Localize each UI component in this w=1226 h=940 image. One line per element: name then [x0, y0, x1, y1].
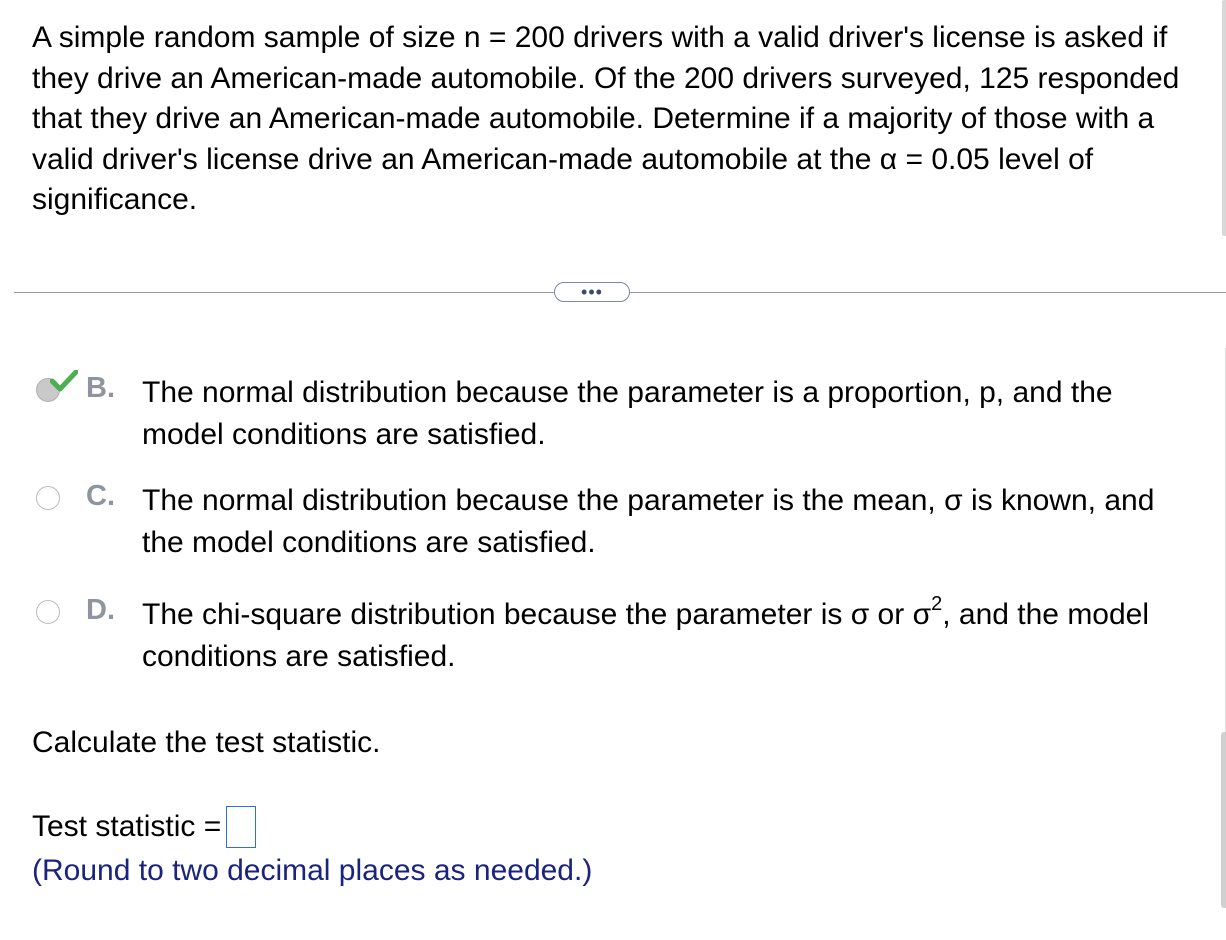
option-letter: B. — [86, 372, 115, 404]
option-text-rest: , and the model conditions are satisfied. — [142, 598, 1150, 673]
rounding-hint: (Round to two decimal places as needed.) — [32, 854, 593, 887]
radio-button-d[interactable] — [36, 600, 60, 624]
question-text: A simple random sample of size n = 200 drivers with a valid driver's license is asked if they drive an American-made automobile. Of the 200 drivers surveyed, 125 responded that they drive an American-made automobile. Determine if a majority of those with a valid driver's license drive an American-made automobile at the α = 0.05 level of significance. — [32, 21, 1180, 216]
option-letter: C. — [86, 480, 115, 512]
checkmark-icon — [50, 370, 78, 392]
more-dots-icon: ••• — [581, 282, 603, 302]
option-letter: D. — [86, 594, 115, 626]
scrollbar-top[interactable] — [1222, 0, 1226, 236]
option-text: The normal distribution because the parameter is a proportion, p, and the model conditions are satisfied. — [142, 376, 1113, 451]
expand-more-button[interactable] — [554, 282, 630, 302]
superscript: 2 — [931, 593, 943, 615]
test-statistic-input[interactable] — [226, 806, 256, 848]
answer-row — [32, 806, 256, 848]
radio-button-c[interactable] — [36, 486, 60, 510]
option-text-main: The chi-square distribution because the parameter is σ or σ — [142, 598, 932, 631]
calculation-prompt: Calculate the test statistic. — [32, 726, 381, 759]
option-text: The normal distribution because the parameter is the mean, σ is known, and the model conditions are satisfied. — [142, 484, 1155, 559]
option-text — [142, 594, 1192, 678]
answer-label: Test statistic = — [32, 810, 222, 843]
question-panel — [32, 18, 1202, 221]
scrollbar-thumb[interactable] — [1221, 732, 1226, 908]
